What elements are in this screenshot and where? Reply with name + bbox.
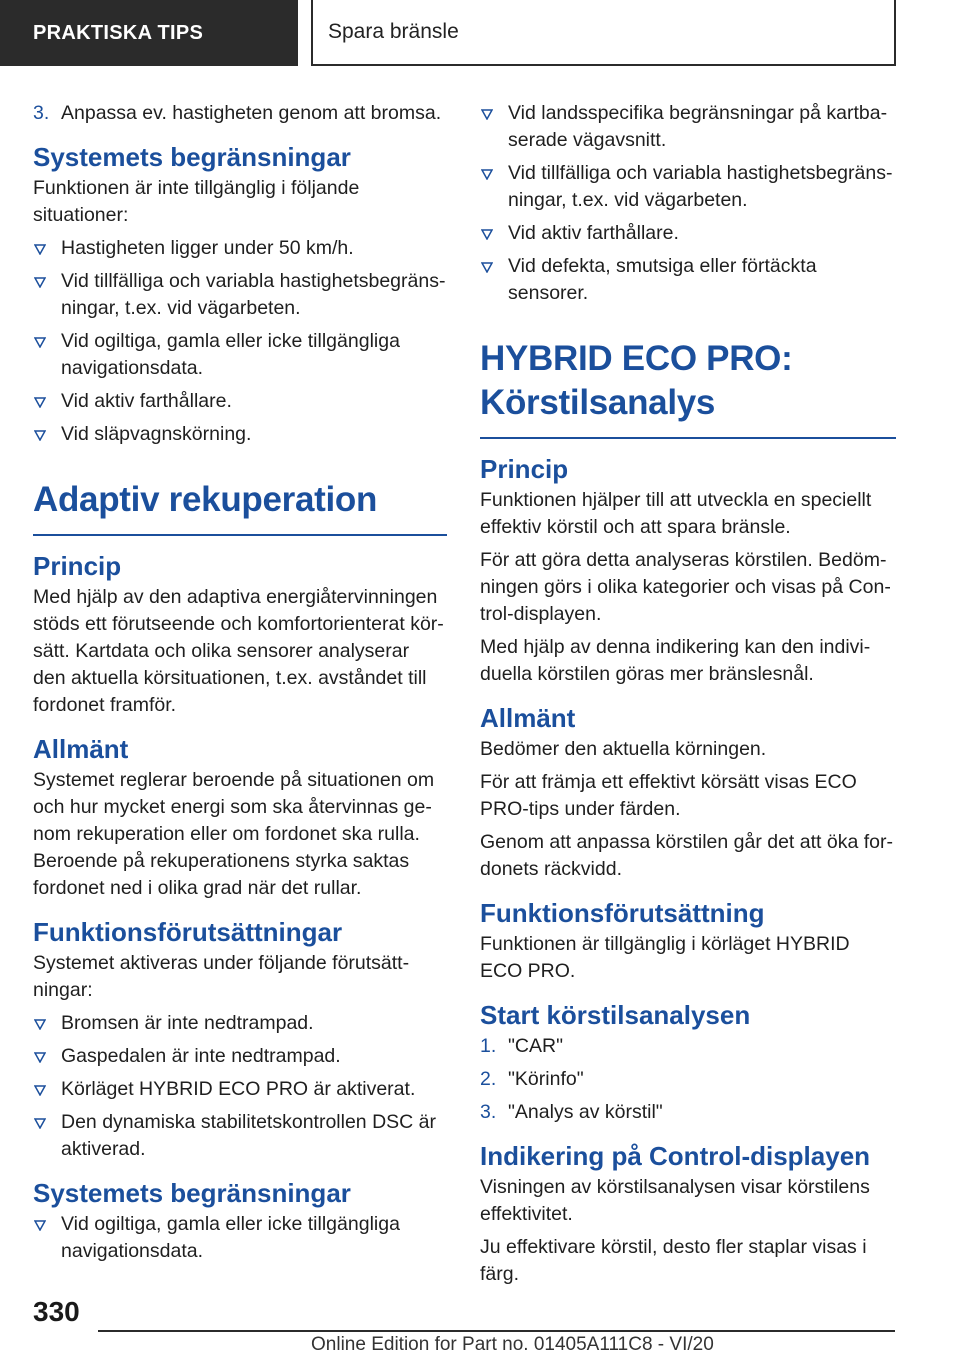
list-item (33, 1043, 447, 1070)
footer-divider (98, 1330, 895, 1332)
numbered-list-start (480, 1033, 896, 1126)
list-item (480, 1099, 896, 1126)
list-item (480, 253, 896, 307)
step-text: Anpassa ev. hastigheten genom att bromsa. (61, 102, 442, 124)
list-item-text: Körläget HYBRID ECO PRO är aktiverat. (61, 1078, 416, 1100)
section-tab (0, 0, 298, 66)
section-heading-prerequisites: Funktionsförutsättningar (33, 917, 343, 947)
triangle-bullet-icon (480, 160, 508, 214)
triangle-bullet-icon (33, 1211, 61, 1265)
paragraph: Genom att anpassa körstilen går det att öka fordonets räckvidd. (480, 831, 893, 880)
list-item-text: Bromsen är inte nedtrampad. (61, 1012, 314, 1034)
paragraph: Med hjälp av denna indikering kan den individuella körstilen göras mer bränslesnål. (480, 636, 871, 685)
list-item (33, 1211, 447, 1265)
bullet-list-prerequisites (33, 1010, 447, 1163)
chapter-tab (311, 0, 896, 66)
paragraph: Systemet reglerar beroende på situationen om och hur mycket energi som ska återvinnas genom rekuperation eller om fordonet ska rulla. Beroende på rekuperationens styrka saktas fordonet ned i olika grad när det rullar. (33, 769, 435, 899)
triangle-bullet-icon (33, 268, 61, 322)
paragraph: Systemet aktiveras under följande förutsättningar: (33, 952, 410, 1001)
triangle-bullet-icon (33, 1076, 61, 1103)
triangle-bullet-icon (33, 421, 61, 448)
page-number: 330 (33, 1296, 80, 1327)
triangle-bullet-icon (33, 1010, 61, 1037)
left-column (33, 100, 447, 1271)
list-item-text: Vid släpvagnskörning. (61, 423, 252, 445)
list-item (33, 1010, 447, 1037)
list-item (33, 1076, 447, 1103)
bullet-list-limits (33, 235, 447, 448)
triangle-bullet-icon (33, 388, 61, 415)
triangle-bullet-icon (480, 220, 508, 247)
list-item-text: Vid ogiltiga, gamla eller icke tillgängliga navigationsdata. (61, 1213, 400, 1262)
paragraph: Bedömer den aktuella körningen. (480, 738, 767, 760)
list-item-text: Vid defekta, smutsiga eller förtäckta sensorer. (508, 255, 817, 304)
triangle-bullet-icon (33, 328, 61, 382)
section-heading-limits-2: Systemets begränsningar (33, 1178, 351, 1208)
list-item (480, 100, 896, 154)
main-heading-adaptive-recuperation: Adaptiv rekuperation (33, 478, 447, 536)
list-item (33, 235, 447, 262)
list-item-text: Vid ogiltiga, gamla eller icke tillgängliga navigationsdata. (61, 330, 400, 379)
right-column (480, 100, 896, 1294)
list-item (33, 328, 447, 382)
list-item (33, 421, 447, 448)
section-heading-allmant: Allmänt (33, 734, 129, 764)
list-item (33, 100, 447, 127)
bullet-list-limits-continued (480, 100, 896, 307)
numbered-list-intro (33, 100, 447, 127)
chapter-title: Spara bränsle (328, 20, 459, 43)
list-item (480, 220, 896, 247)
main-heading-eco-pro: HYBRID ECO PRO: Körstilsanalys (480, 337, 896, 439)
list-item (33, 1109, 447, 1163)
list-item-text: Den dynamiska stabilitetskontrollen DSC är aktiverad. (61, 1111, 436, 1160)
edition-note: Online Edition for Part no. 01405A111C8 - VI/20 (311, 1334, 714, 1355)
triangle-bullet-icon (33, 1109, 61, 1163)
step-number: 2. (480, 1068, 497, 1090)
triangle-bullet-icon (33, 1043, 61, 1070)
section-heading-allmant: Allmänt (480, 703, 576, 733)
list-item-text: Vid tillfälliga och variabla hastighetsbegränsningar, t.ex. vid vägarbeten. (61, 270, 446, 319)
paragraph: Funktionen är inte tillgänglig i följande situationer: (33, 177, 360, 226)
section-heading-princip: Princip (33, 551, 122, 581)
list-item-text: Vid aktiv farthållare. (508, 222, 679, 244)
paragraph: Funktionen är tillgänglig i körläget HYBRID ECO PRO. (480, 933, 850, 982)
section-heading-indication: Indikering på Control-displayen (480, 1141, 871, 1171)
triangle-bullet-icon (480, 100, 508, 154)
step-number: 3. (480, 1101, 497, 1123)
triangle-bullet-icon (33, 235, 61, 262)
list-item-text: Gaspedalen är inte nedtrampad. (61, 1045, 341, 1067)
list-item (480, 1066, 896, 1093)
triangle-bullet-icon (480, 253, 508, 307)
paragraph: Visningen av körstilsanalysen visar körstilens effektivitet. (480, 1176, 870, 1225)
step-number: 3. (33, 102, 50, 124)
step-number: 1. (480, 1035, 497, 1057)
section-title: PRAKTISKA TIPS (33, 21, 204, 44)
list-item-text: Vid landsspecifika begränsningar på kartbaserade vägavsnitt. (508, 102, 888, 151)
paragraph: Ju effektivare körstil, desto fler staplar visas i färg. (480, 1236, 867, 1285)
list-item-text: Vid aktiv farthållare. (61, 390, 232, 412)
paragraph: Funktionen hjälper till att utveckla en speciellt effektiv körstil och att spara bränsle. (480, 489, 872, 538)
list-item (33, 388, 447, 415)
section-heading-prerequisite: Funktionsförutsättning (480, 898, 765, 928)
list-item (33, 268, 447, 322)
paragraph: Med hjälp av den adaptiva energiåtervinningen stöds ett förutseende och komfortorienterat körsätt. Kartdata och olika sensorer analyserar den aktuella körsituationen, t.ex. avståndet till fordonet framför. (33, 586, 444, 716)
list-item-text: Vid tillfälliga och variabla hastighetsbegränsningar, t.ex. vid vägarbeten. (508, 162, 893, 211)
step-text: "CAR" (508, 1035, 564, 1057)
list-item (480, 1033, 896, 1060)
step-text: "Analys av körstil" (508, 1101, 663, 1123)
list-item (480, 160, 896, 214)
paragraph: För att främja ett effektivt körsätt visas ECO PRO-tips under färden. (480, 771, 857, 820)
paragraph: För att göra detta analyseras körstilen. Bedömningen görs i olika kategorier och visas på Control-displayen. (480, 549, 891, 625)
section-heading-start: Start körstilsanalysen (480, 1000, 751, 1030)
list-item-text: Hastigheten ligger under 50 km/h. (61, 237, 354, 259)
bullet-list-limits-2 (33, 1211, 447, 1265)
step-text: "Körinfo" (508, 1068, 584, 1090)
section-heading-princip: Princip (480, 454, 569, 484)
section-heading-limits: Systemets begränsningar (33, 142, 351, 172)
